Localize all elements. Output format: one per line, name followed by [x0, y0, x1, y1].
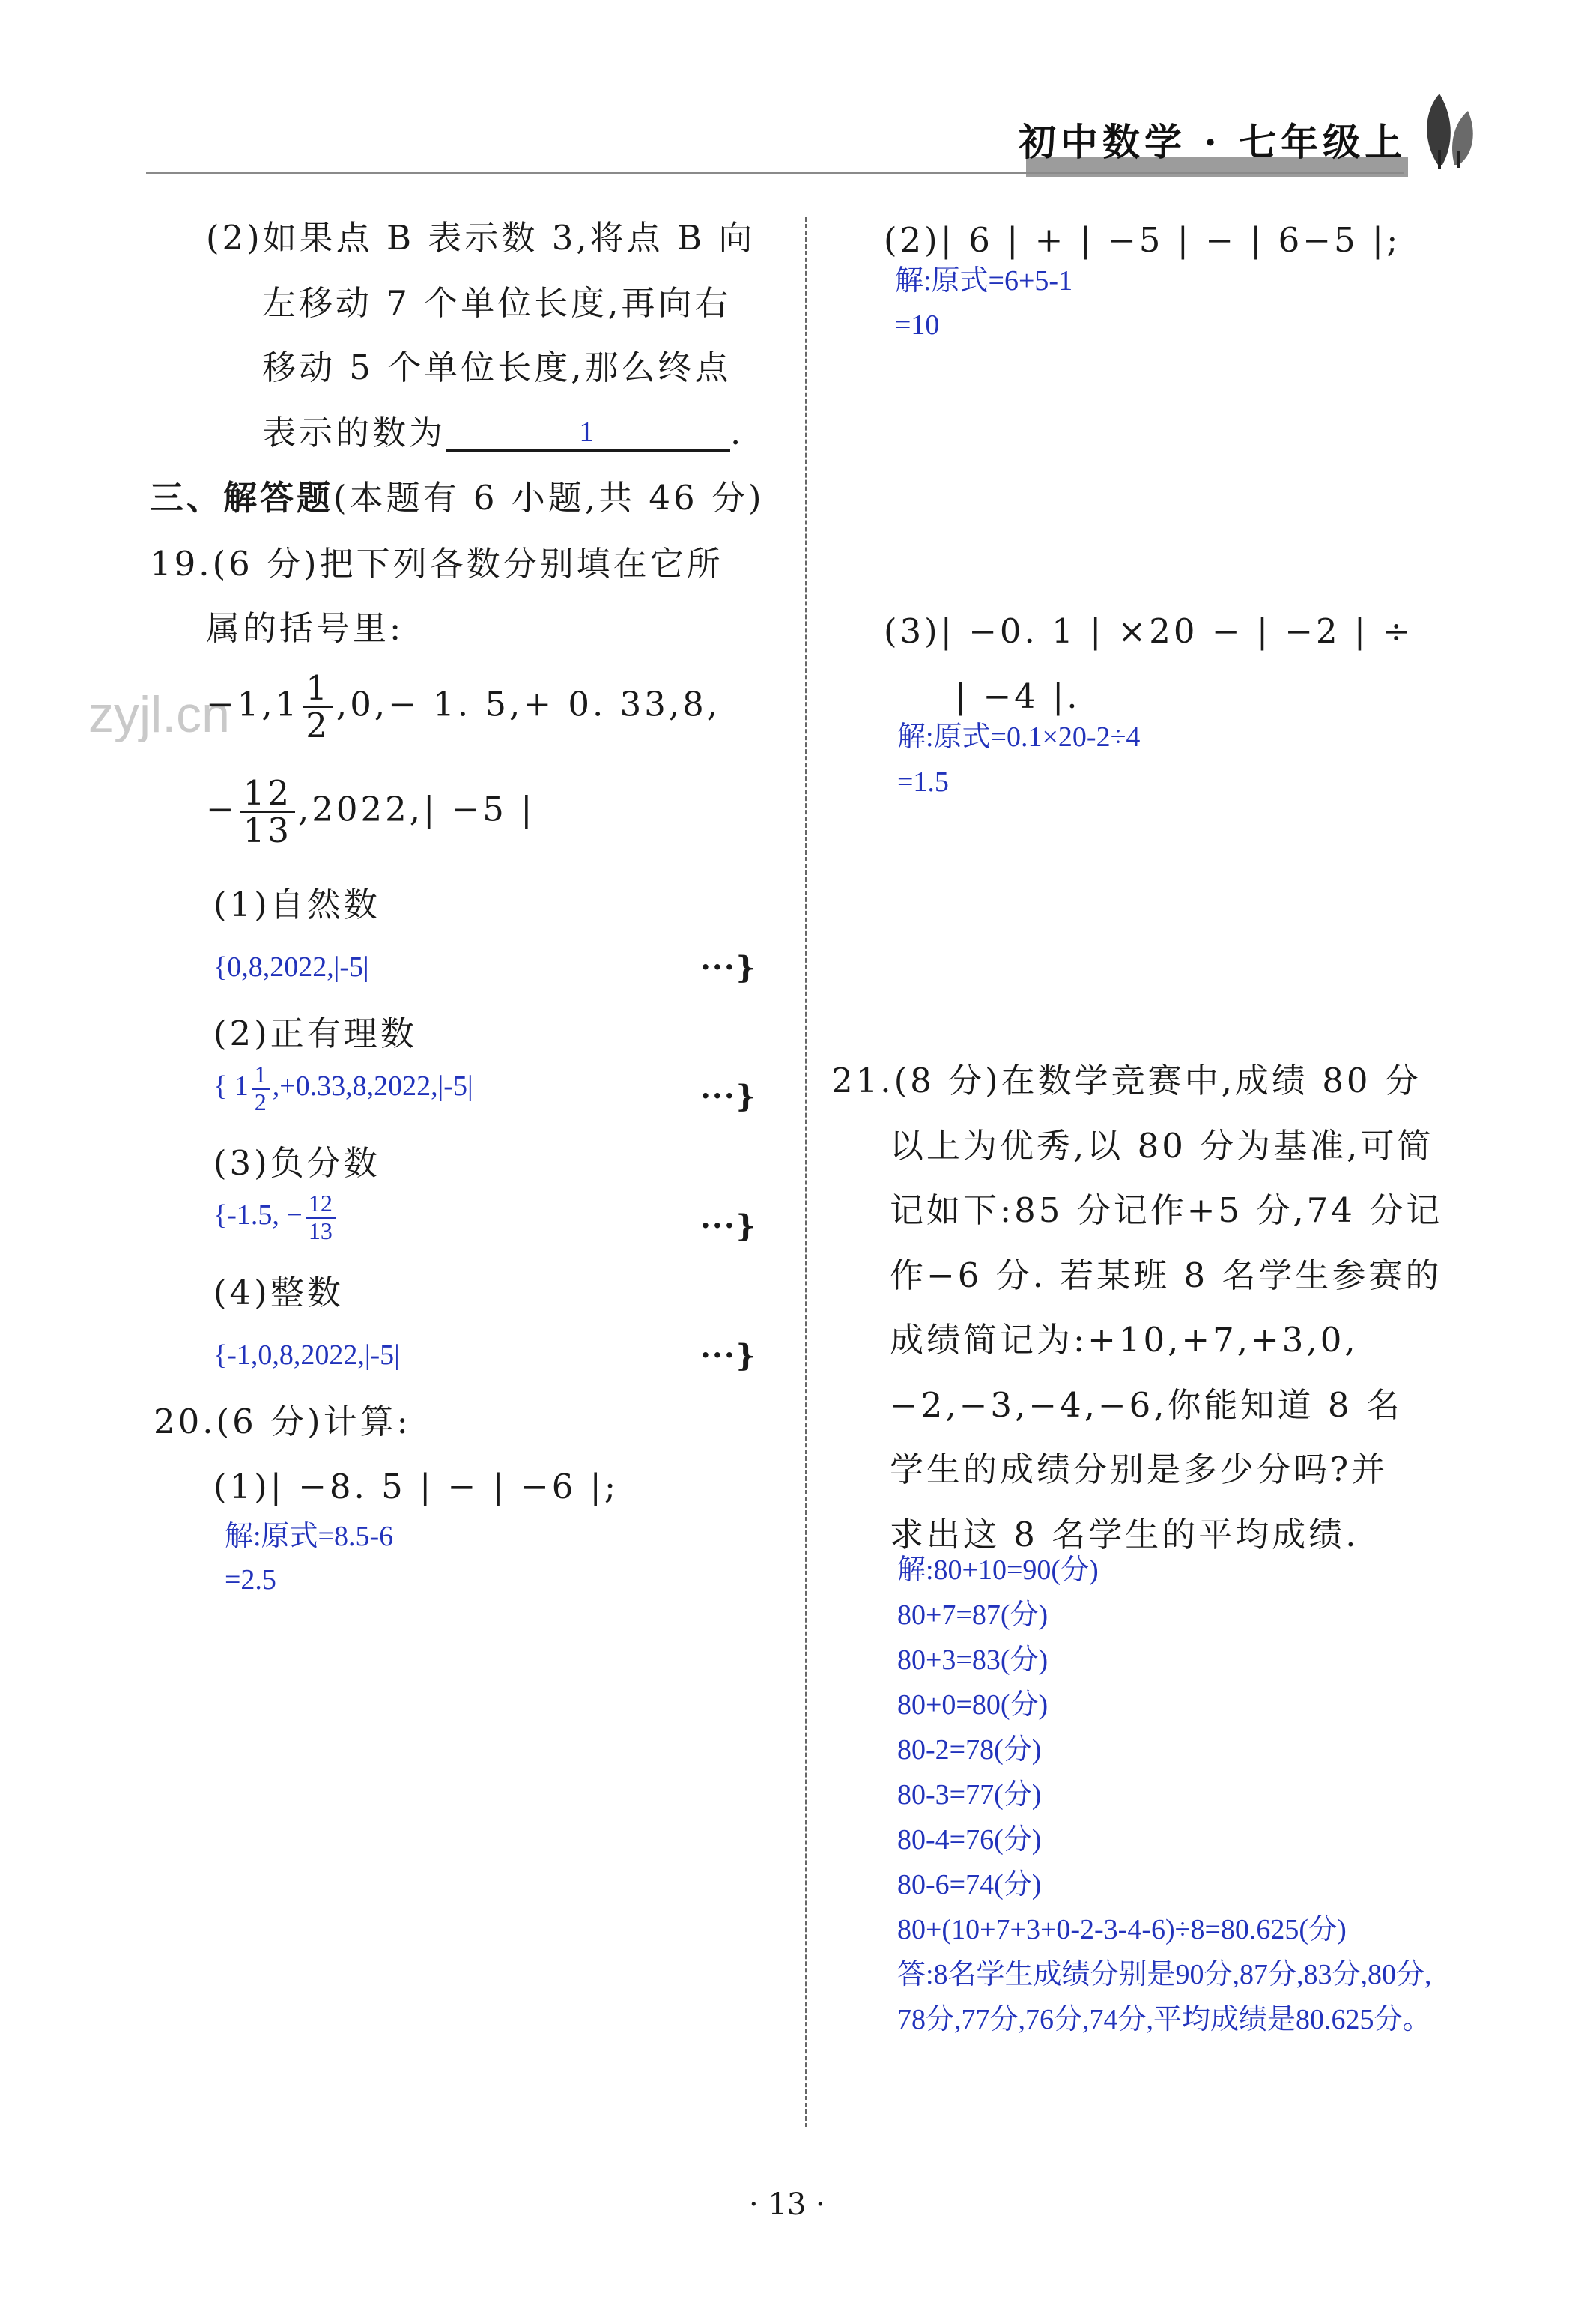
- q19-fraction-12-13: [240, 775, 295, 849]
- q20-part2: (2)| 6 | + | −5 | − | 6−5 |;: [884, 220, 1401, 260]
- frac-numerator: 12: [306, 1191, 336, 1219]
- q19-numbers-row2: [206, 775, 535, 849]
- q21-line2: 以上为优秀,以 80 分为基准,可简: [890, 1126, 1434, 1166]
- frac-numerator: 12: [240, 775, 295, 813]
- q19-part3-label: (3)负分数: [213, 1143, 380, 1183]
- q21-solution-line: 80+0=80(分): [897, 1689, 1049, 1721]
- q20-part3-solution2: =1.5: [897, 766, 949, 798]
- q21-solution-line: 80+7=87(分): [897, 1599, 1049, 1631]
- q19-part1-ellipsis: ···}: [700, 950, 757, 985]
- q21-solution-line: 80+3=83(分): [897, 1644, 1049, 1676]
- q19-numbers-a: −1,1: [206, 684, 300, 724]
- q21-line4: 作−6 分. 若某班 8 名学生参赛的: [890, 1256, 1442, 1295]
- q19-part2-fraction: [252, 1062, 270, 1115]
- q18-2-line2: 左移动 7 个单位长度,再向右: [262, 283, 732, 323]
- q20-part1-solution1: 解:原式=8.5-6: [225, 1521, 394, 1552]
- q21-line3: 记如下:85 分记作+5 分,74 分记: [890, 1190, 1443, 1230]
- tree-logo-icon: [1416, 90, 1479, 172]
- q21-solution-line: 78分,77分,76分,74分,平均成绩是80.625分。: [897, 2004, 1431, 2035]
- q18-2-line4-suffix: .: [730, 413, 744, 452]
- q19-part1-answer: {0,8,2022,|-5|: [213, 951, 369, 983]
- q19-line1: 19.(6 分)把下列各数分别填在它所: [150, 544, 723, 584]
- q19-part4-answer: {-1,0,8,2022,|-5|: [213, 1339, 400, 1371]
- q21-solution-line: 80-6=74(分): [897, 1869, 1042, 1900]
- q19-part3-fraction: [306, 1191, 336, 1244]
- q21-solution-line: 80+(10+7+3+0-2-3-4-6)÷8=80.625(分): [897, 1914, 1347, 1945]
- q21-solution-line: 80-4=76(分): [897, 1824, 1042, 1856]
- q20-part3-line1: (3)| −0. 1 | ×20 − | −2 | ÷: [884, 611, 1414, 651]
- frac-denominator: 13: [243, 811, 292, 851]
- q19-part3-text: {-1.5, −: [213, 1199, 303, 1231]
- header-rule: [146, 172, 1404, 174]
- q19-numbers-c: ,2022,| −5 |: [297, 789, 535, 829]
- q20-title: 20.(6 分)计算:: [154, 1402, 411, 1441]
- q20-part3-solution1: 解:原式=0.1×20-2÷4: [897, 721, 1141, 753]
- q19-part3-answer: [213, 1191, 339, 1244]
- q21-solution-line: 80-2=78(分): [897, 1734, 1042, 1766]
- q18-2-line4: [262, 413, 744, 452]
- q21-line1: 21.(8 分)在数学竞赛中,成绩 80 分: [831, 1061, 1421, 1100]
- section3-note: (本题有 6 小题,共 46 分): [333, 478, 765, 518]
- q21-solution-line: 80-3=77(分): [897, 1779, 1042, 1811]
- q20-part2-solution2: =10: [895, 309, 940, 341]
- q19-part2-ellipsis: ···}: [700, 1079, 757, 1114]
- q19-part1-label: (1)自然数: [213, 885, 380, 924]
- frac-denominator: 2: [306, 706, 330, 746]
- frac-numerator: 1: [303, 670, 333, 708]
- section3-title: 三、解答题: [150, 478, 334, 518]
- q19-numbers-b: ,0,− 1. 5,+ 0. 33,8,: [336, 684, 721, 724]
- watermark: zyjl.cn: [88, 686, 230, 743]
- q21-line5: 成绩简记为:+10,+7,+3,0,: [890, 1320, 1359, 1360]
- column-divider: [805, 217, 807, 2127]
- q20-part2-solution1: 解:原式=6+5-1: [895, 265, 1073, 297]
- q19-neg-sign: −: [206, 789, 237, 829]
- q19-fraction-half: [303, 670, 333, 744]
- section3-heading: [150, 478, 765, 518]
- q18-2-line4-prefix: 表示的数为: [262, 413, 446, 452]
- frac-denominator: 13: [308, 1217, 333, 1244]
- q18-2-line1: (2)如果点 B 表示数 3,将点 B 向: [206, 218, 756, 258]
- q19-part3-ellipsis: ···}: [700, 1208, 757, 1244]
- q19-part4-label: (4)整数: [213, 1273, 344, 1312]
- page-number: · 13 ·: [749, 2187, 825, 2222]
- q21-solution-line: 解:80+10=90(分): [897, 1554, 1099, 1586]
- q18-2-answer: 1: [579, 417, 597, 448]
- q20-part1: (1)| −8. 5 | − | −6 |;: [213, 1467, 619, 1506]
- header-title: 初中数学 · 七年级上: [1019, 120, 1407, 164]
- frac-denominator: 2: [254, 1088, 267, 1115]
- q21-solution-line: 答:8名学生成绩分别是90分,87分,83分,80分,: [897, 1959, 1432, 1990]
- q19-part2-label: (2)正有理数: [213, 1014, 417, 1053]
- q18-2-line3: 移动 5 个单位长度,那么终点: [262, 348, 732, 387]
- q19-part2-open: { 1: [213, 1070, 249, 1102]
- q20-part1-solution2: =2.5: [225, 1564, 276, 1596]
- q21-line8: 求出这 8 名学生的平均成绩.: [890, 1515, 1359, 1554]
- q18-2-answer-blank: [446, 416, 730, 452]
- q19-part2-rest: ,+0.33,8,2022,|-5|: [272, 1070, 473, 1102]
- q19-part4-ellipsis: ···}: [700, 1338, 757, 1373]
- q19-part2-answer: [213, 1062, 473, 1115]
- q19-line2: 属的括号里:: [206, 608, 404, 648]
- frac-numerator: 1: [252, 1062, 270, 1090]
- q21-line6: −2,−3,−4,−6,你能知道 8 名: [890, 1385, 1403, 1425]
- q21-line7: 学生的成绩分别是多少分吗?并: [890, 1450, 1389, 1489]
- q20-part3-line2: | −4 |.: [955, 676, 1081, 716]
- q19-numbers-row1: [206, 670, 720, 744]
